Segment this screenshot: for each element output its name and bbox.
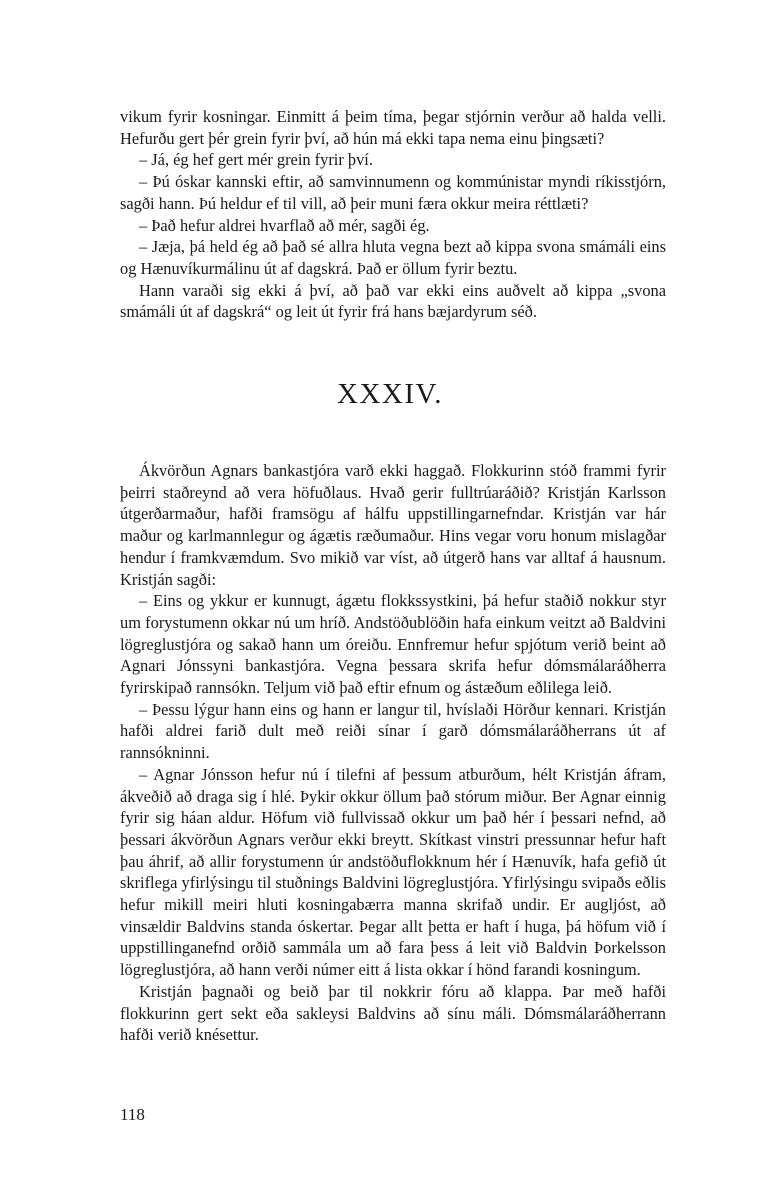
paragraph: Hann varaði sig ekki á því, að það var ekki eins auðvelt að kippa „svona smámáli út af dagskrá“ og leit út fyrir frá hans bæjardyrum séð. (120, 280, 666, 322)
paragraph: vikum fyrir kosningar. Einmitt á þeim tíma, þegar stjórnin verður að halda velli. Hefurðu gert þér grein fyrir því, að hún má ekki tapa nema einu þingsæti? (120, 107, 666, 148)
paragraph: – Þú óskar kannski eftir, að samvinnumenn og kommúnistar myndi ríkisstjórn, sagði hann. Þú heldur ef til vill, að þeir muni færa okkur meira réttlæti? (120, 172, 666, 213)
paragraph: – Það hefur aldrei hvarflað að mér, sagði ég. (139, 215, 430, 235)
chapter-text-block (120, 460, 666, 1046)
paragraph: – Eins og ykkur er kunnugt, ágætu flokkssystkini, þá hefur staðið nokkur styr um forystumenn okkar nú um hríð. Andstöðublöðin hafa einkum veitzt að Baldvini lögreglustjóra og sakað hann um óreiðu. Ennfremur hefur spjótum verið beint að Agnari Jónssyni bankastjóra. Vegna þessara skrifa hefur dómsmálaráðherra fyrirskipað rannsókn. Teljum við það eftir efnum og ástæðum eðlilega leið. (120, 591, 666, 698)
paragraph: – Já, ég hef gert mér grein fyrir því. (139, 150, 373, 170)
paragraph: Ákvörðun Agnars bankastjóra varð ekki haggað. Flokkurinn stóð frammi fyrir þeirri staðreynd að vera höfuðlaus. Hvað gerir fulltrúaráðið? Kristján Karlsson útgerðarmaður, hafði framsögu af hálfu uppstillingarnefndar. Kristján var hár maður og karlmannlegur og ágætis ræðumaður. Hins vegar voru honum mislagðar hendur í framkvæmdum. Svo mikið var víst, að útgerð hans var alltaf á hausnum. Kristján sagði: (120, 461, 666, 589)
paragraph: – Agnar Jónsson hefur nú í tilefni af þessum atburðum, hélt Kristján áfram, ákveðið að draga sig í hlé. Þykir okkur öllum það stórum miður. Ber Agnar einnig fyrir sig háan aldur. Höfum við fullvissað okkur um það hér í þessari nefnd, að þessari ákvörðun Agnars verður ekki breytt. Skítkast vinstri pressunnar hefur haft þau áhrif, að allir forystumenn úr andstöðuflokknum hér í Hænuvík, hafa gefið út skriflega yfirlýsingu til stuðnings Baldvini lögreglustjóra. Yfirlýsingu svipaðs eðlis hefur mikill meiri hluti kosningabærra manna skrifað undir. Er augljóst, að vinsældir Baldvins standa óskertar. Þegar allt þetta er haft í huga, þá höfum við í uppstillinganefnd orðið sammála um að fara þess á leit við Baldvin Þorkelsson lögreglustjóra, að hann verði númer eitt á lista okkar í hönd farandi kosningum. (120, 764, 666, 980)
chapter-heading: XXXIV. (337, 378, 443, 410)
top-text-block (120, 106, 666, 323)
paragraph: – Þessu lýgur hann eins og hann er langur til, hvíslaði Hörður kennari. Kristján hafði aldrei farið dult með reiði sínar í garð dómsmálaráðherrans út af rannsókninni. (120, 699, 666, 763)
page-number: 118 (120, 1105, 145, 1124)
paragraph: – Jæja, þá held ég að það sé allra hluta vegna bezt að kippa svona smámáli eins og Hænuvíkurmálinu út af dagskrá. Það er öllum fyrir beztu. (120, 237, 666, 278)
paragraph: Kristján þagnaði og beið þar til nokkrir fóru að klappa. Þar með hafði flokkurinn gert sekt eða sakleysi Baldvins að sínu máli. Dómsmálaráðherrann hafði verið knésettur. (120, 981, 666, 1045)
